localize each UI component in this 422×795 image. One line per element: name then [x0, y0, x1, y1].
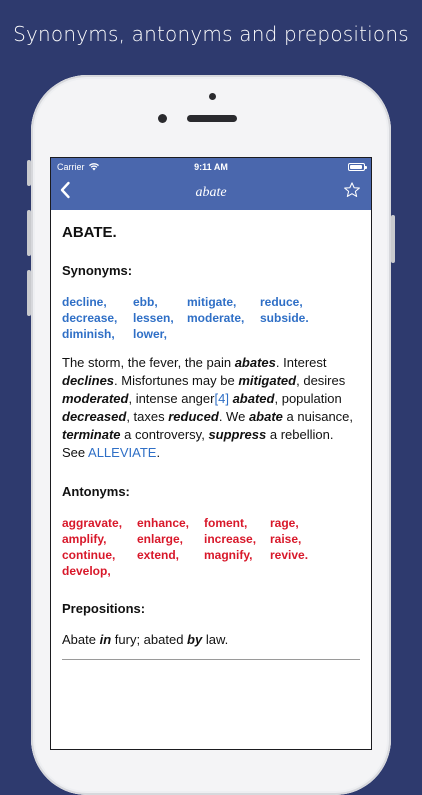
text-run: , population — [274, 391, 342, 406]
synonym-word[interactable]: decline, — [62, 295, 107, 309]
synonym-word[interactable]: diminish, — [62, 327, 115, 341]
promo-caption: Synonyms, antonyms and prepositions — [13, 22, 409, 46]
antonym-word[interactable]: foment, — [204, 516, 248, 530]
emphasized-word: abates — [234, 355, 276, 370]
entry-definition — [62, 354, 360, 462]
synonym-word[interactable]: reduce, — [260, 295, 303, 309]
carrier-label: Carrier — [57, 162, 85, 172]
text-run: The storm, the fever, the pain — [62, 355, 235, 370]
text-run: . We — [218, 409, 249, 424]
app-header — [51, 158, 371, 210]
synonym-word[interactable]: ebb, — [133, 295, 158, 309]
antonym-word[interactable]: enlarge, — [137, 532, 184, 546]
battery-icon — [348, 163, 365, 171]
text-run: Abate — [62, 632, 100, 647]
antonym-word[interactable]: increase, — [204, 532, 257, 546]
emphasized-word: terminate — [62, 427, 121, 442]
star-outline-icon — [343, 181, 361, 199]
entry-headword: ABATE. — [62, 224, 117, 241]
emphasized-word: decreased — [62, 409, 127, 424]
antonym-word[interactable]: revive. — [270, 548, 309, 562]
text-run: , desires — [296, 373, 346, 388]
volume-down-button — [27, 270, 31, 316]
emphasized-word: moderated — [62, 391, 129, 406]
text-run: . — [156, 445, 161, 460]
text-run: , taxes — [126, 409, 169, 424]
antonyms-list — [62, 515, 360, 579]
antonym-word[interactable]: enhance, — [137, 516, 190, 530]
synonym-word[interactable]: subside. — [260, 311, 309, 325]
text-run: a nuisance, — [282, 409, 354, 424]
antonym-word[interactable]: develop, — [62, 564, 111, 578]
power-button — [391, 215, 395, 263]
antonym-word[interactable]: extend, — [137, 548, 180, 562]
emphasized-word: by — [187, 632, 203, 647]
prepositions-heading: Prepositions: — [62, 601, 146, 616]
emphasized-word: abate — [248, 409, 283, 424]
emphasized-word: declines — [62, 373, 115, 388]
synonym-word[interactable]: mitigate, — [187, 295, 237, 309]
text-run: fury; abated — [111, 632, 188, 647]
text-run: . Misfortunes may be — [114, 373, 239, 388]
antonym-word[interactable]: raise, — [270, 532, 302, 546]
antonyms-heading: Antonyms: — [62, 484, 130, 499]
text-run: , intense anger — [128, 391, 215, 406]
app-screen — [50, 157, 372, 750]
antonym-word[interactable]: rage, — [270, 516, 299, 530]
proximity-sensor — [158, 114, 167, 123]
synonym-word[interactable]: lower, — [133, 327, 168, 341]
antonym-word[interactable]: amplify, — [62, 532, 107, 546]
synonym-word[interactable]: moderate, — [187, 311, 245, 325]
favorite-button[interactable] — [343, 181, 361, 204]
status-bar — [51, 158, 371, 176]
text-run: . Interest — [275, 355, 327, 370]
status-time: 9:11 AM — [194, 162, 228, 172]
divider — [62, 659, 360, 660]
entry-content — [51, 210, 371, 660]
synonyms-list — [62, 294, 360, 342]
mute-switch — [27, 160, 31, 186]
synonym-word[interactable]: decrease, — [62, 311, 118, 325]
antonym-word[interactable]: magnify, — [204, 548, 253, 562]
emphasized-word: in — [99, 632, 112, 647]
emphasized-word: abated — [232, 391, 275, 406]
cross-reference-link[interactable]: ALLEVIATE — [88, 445, 157, 460]
text-run: law. — [202, 632, 229, 647]
antonym-word[interactable]: continue, — [62, 548, 116, 562]
cross-reference-link[interactable]: [4] — [214, 391, 229, 406]
synonyms-heading: Synonyms: — [62, 263, 133, 278]
synonym-word[interactable]: lessen, — [133, 311, 174, 325]
text-run: a rebellion. See — [62, 427, 334, 460]
emphasized-word: mitigated — [238, 373, 297, 388]
prepositions-text — [62, 632, 360, 647]
emphasized-word: reduced — [168, 409, 219, 424]
page-title: abate — [195, 185, 227, 200]
text-run: a controversy, — [120, 427, 209, 442]
antonym-word[interactable]: aggravate, — [62, 516, 123, 530]
front-camera — [209, 93, 216, 100]
volume-up-button — [27, 210, 31, 256]
nav-bar — [51, 176, 371, 210]
earpiece-speaker — [187, 115, 237, 122]
emphasized-word: suppress — [208, 427, 267, 442]
